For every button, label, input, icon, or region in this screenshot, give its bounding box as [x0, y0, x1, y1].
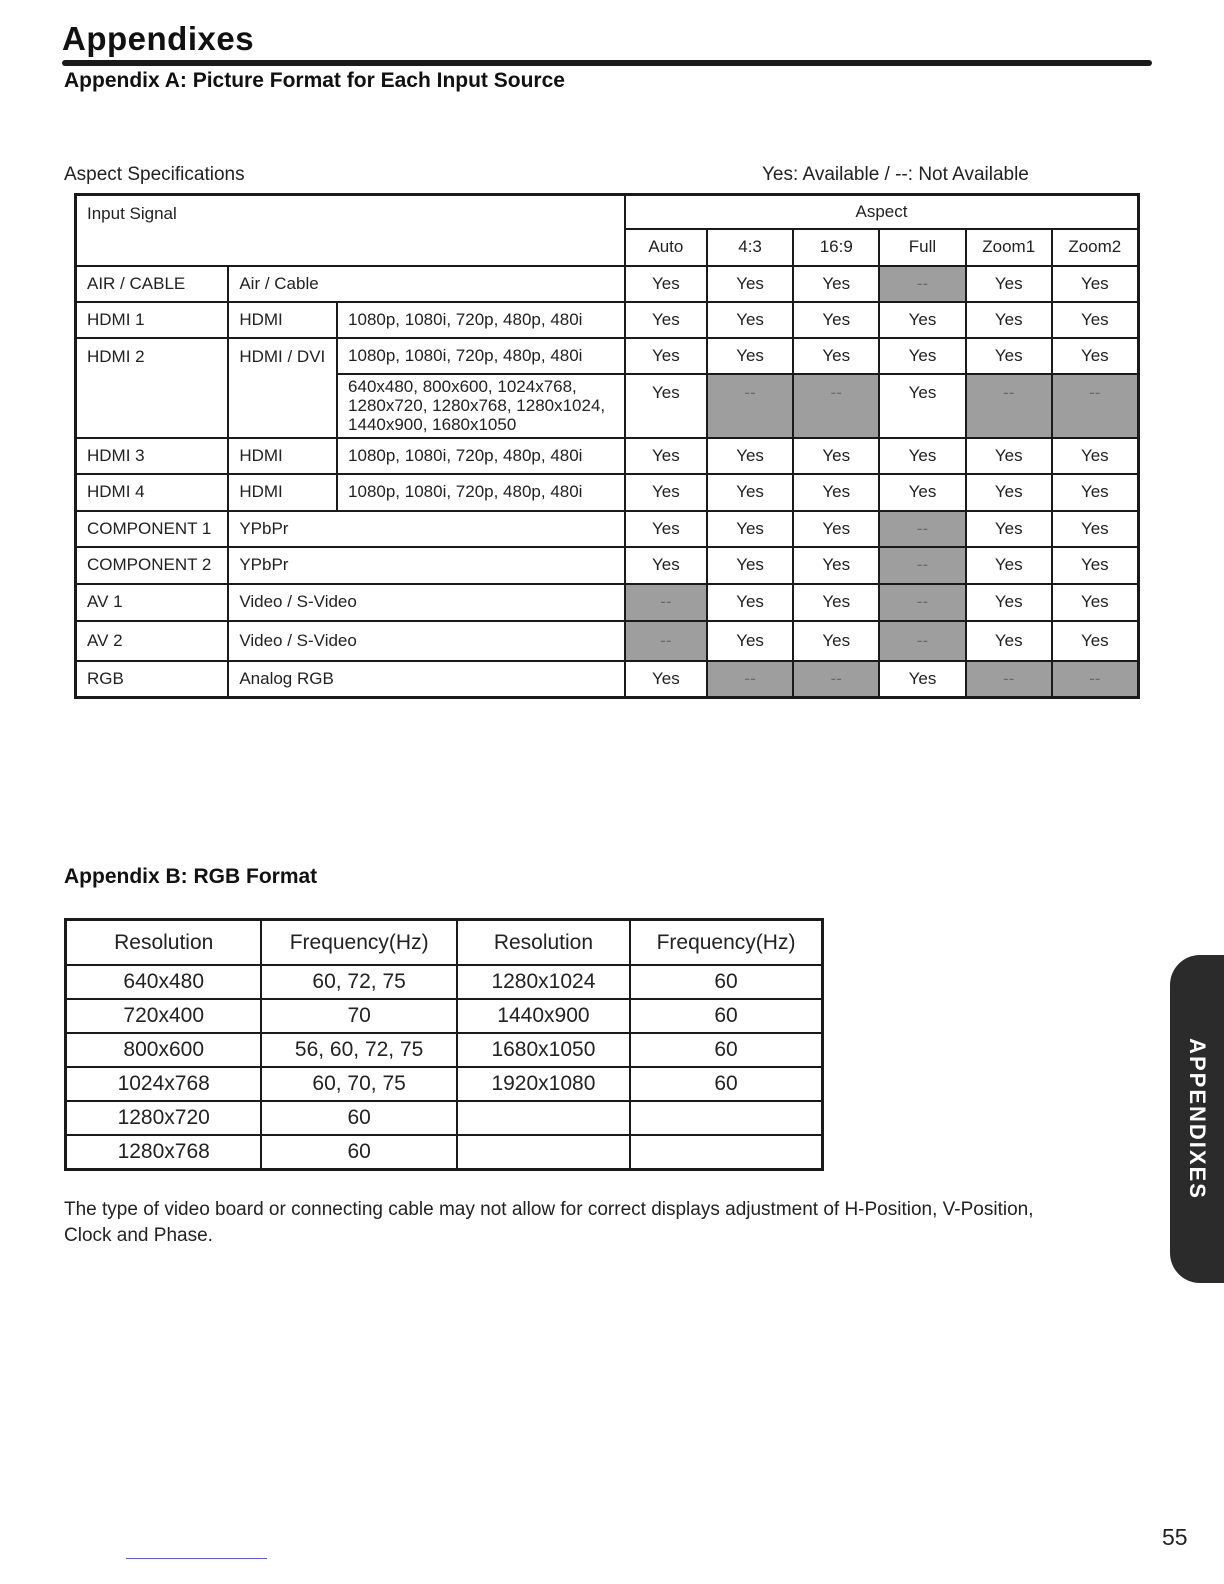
col-header-frequency: Frequency(Hz): [261, 920, 456, 966]
input-name: HDMI 1: [76, 302, 229, 338]
aspect-cell: Yes: [1052, 266, 1139, 302]
aspect-cell: Yes: [1052, 438, 1139, 474]
input-name: RGB: [76, 661, 229, 698]
aspect-cell: Yes: [879, 438, 966, 474]
aspect-cell: Yes: [707, 511, 794, 547]
aspect-cell: Yes: [793, 511, 879, 547]
aspect-cell: --: [879, 511, 966, 547]
signal-type: Video / S-Video: [228, 584, 625, 621]
table-row: [66, 965, 823, 999]
table-cell: 60: [630, 1033, 822, 1067]
aspect-cell: Yes: [793, 438, 879, 474]
table-cell: [457, 1135, 630, 1170]
aspect-cell: Yes: [1052, 511, 1139, 547]
aspect-cell: Yes: [966, 511, 1052, 547]
aspect-cell: Yes: [966, 547, 1052, 584]
input-name: AV 1: [76, 584, 229, 621]
aspect-cell: Yes: [625, 474, 707, 511]
aspect-cell: Yes: [966, 266, 1052, 302]
aspect-cell: Yes: [966, 302, 1052, 338]
signal-type: HDMI: [228, 302, 337, 338]
format-line: 1440x900, 1680x1050: [348, 415, 517, 434]
signal-type: Air / Cable: [228, 266, 625, 302]
page-number: 55: [1162, 1524, 1188, 1550]
signal-type: HDMI: [228, 474, 337, 511]
aspect-cell: --: [1052, 374, 1139, 438]
col-header-4-3: 4:3: [707, 229, 794, 266]
table-cell: 1280x1024: [457, 965, 630, 999]
aspect-cell: Yes: [625, 374, 707, 438]
rgb-header-row: [66, 920, 823, 966]
table-cell: 800x600: [66, 1033, 262, 1067]
aspect-cell: Yes: [625, 266, 707, 302]
table-cell: [630, 1135, 822, 1170]
aspect-cell: Yes: [707, 474, 794, 511]
table-cell: 1440x900: [457, 999, 630, 1033]
table-cell: [630, 1101, 822, 1135]
input-name: HDMI 4: [76, 474, 229, 511]
rgb-note: The type of video board or connecting cable may not allow for correct displays adjustment of H-Position, V-Position, Clock and Phase.: [64, 1199, 1034, 1246]
aspect-cell: Yes: [966, 474, 1052, 511]
aspect-cell: Yes: [1052, 338, 1139, 374]
input-name: COMPONENT 1: [76, 511, 229, 547]
row-rgb: [76, 661, 1139, 698]
table-cell: 720x400: [66, 999, 262, 1033]
table-cell: 60, 70, 75: [261, 1067, 456, 1101]
aspect-cell: Yes: [966, 621, 1052, 661]
aspect-cell: Yes: [793, 338, 879, 374]
aspect-cell: Yes: [879, 661, 966, 698]
row-av2: [76, 621, 1139, 661]
aspect-cell: --: [966, 661, 1052, 698]
aspect-header: Aspect: [625, 195, 1139, 229]
signal-format: 1080p, 1080i, 720p, 480p, 480i: [337, 474, 625, 511]
aspect-table: [74, 193, 1140, 699]
col-header-frequency-2: Frequency(Hz): [630, 920, 822, 966]
signal-format: 1080p, 1080i, 720p, 480p, 480i: [337, 302, 625, 338]
signal-format: 1080p, 1080i, 720p, 480p, 480i: [337, 438, 625, 474]
table-row: [66, 999, 823, 1033]
format-line: 1280x720, 1280x768, 1280x1024,: [348, 396, 606, 415]
table-cell: 60: [261, 1101, 456, 1135]
aspect-cell: --: [793, 661, 879, 698]
aspect-cell: Yes: [707, 438, 794, 474]
aspect-cell: Yes: [966, 338, 1052, 374]
appendix-b-heading: Appendix B: RGB Format: [64, 865, 318, 888]
aspect-cell: Yes: [707, 302, 794, 338]
aspect-cell: Yes: [793, 584, 879, 621]
table-cell: 1920x1080: [457, 1067, 630, 1101]
aspect-cell: Yes: [707, 621, 794, 661]
input-signal-header: Input Signal: [76, 195, 625, 266]
table-cell: 1024x768: [66, 1067, 262, 1101]
availability-legend: Yes: Available / --: Not Available: [762, 164, 1029, 185]
input-name: COMPONENT 2: [76, 547, 229, 584]
aspect-cell: Yes: [793, 621, 879, 661]
aspect-cell: Yes: [966, 584, 1052, 621]
col-header-16-9: 16:9: [793, 229, 879, 266]
aspect-cell: Yes: [966, 438, 1052, 474]
signal-type: HDMI: [228, 438, 337, 474]
footer-rule: [126, 1558, 267, 1559]
aspect-cell: Yes: [625, 511, 707, 547]
aspect-cell: Yes: [879, 338, 966, 374]
aspect-cell: Yes: [1052, 302, 1139, 338]
signal-type: Video / S-Video: [228, 621, 625, 661]
aspect-cell: --: [707, 661, 794, 698]
col-header-zoom2: Zoom2: [1052, 229, 1139, 266]
input-name: HDMI 3: [76, 438, 229, 474]
table-cell: 60: [261, 1135, 456, 1170]
table-row: [66, 1033, 823, 1067]
aspect-cell: Yes: [793, 474, 879, 511]
aspect-cell: Yes: [1052, 474, 1139, 511]
table-row: [66, 1135, 823, 1170]
aspect-cell: Yes: [625, 661, 707, 698]
aspect-cell: Yes: [879, 302, 966, 338]
aspect-cell: --: [625, 621, 707, 661]
row-component1: [76, 511, 1139, 547]
aspect-cell: Yes: [625, 547, 707, 584]
table-cell: [457, 1101, 630, 1135]
aspect-cell: Yes: [625, 338, 707, 374]
col-header-auto: Auto: [625, 229, 707, 266]
aspect-cell: Yes: [707, 547, 794, 584]
aspect-cell: Yes: [625, 302, 707, 338]
table-cell: 70: [261, 999, 456, 1033]
aspect-cell: --: [879, 621, 966, 661]
aspect-cell: Yes: [793, 302, 879, 338]
row-av1: [76, 584, 1139, 621]
col-header-full: Full: [879, 229, 966, 266]
aspect-cell: Yes: [1052, 584, 1139, 621]
row-component2: [76, 547, 1139, 584]
table-row: [66, 1101, 823, 1135]
aspect-cell: Yes: [879, 474, 966, 511]
col-header-resolution: Resolution: [66, 920, 262, 966]
col-header-zoom1: Zoom1: [966, 229, 1052, 266]
aspect-cell: --: [625, 584, 707, 621]
rgb-format-table: [64, 918, 824, 1171]
aspect-cell: --: [707, 374, 794, 438]
aspect-cell: --: [879, 584, 966, 621]
table-cell: 60, 72, 75: [261, 965, 456, 999]
table-cell: 56, 60, 72, 75: [261, 1033, 456, 1067]
aspect-cell: Yes: [793, 547, 879, 584]
row-hdmi4: [76, 474, 1139, 511]
aspect-cell: Yes: [707, 266, 794, 302]
row-hdmi3: [76, 438, 1139, 474]
aspect-cell: --: [879, 266, 966, 302]
signal-format: 1080p, 1080i, 720p, 480p, 480i: [337, 338, 625, 374]
input-name: AV 2: [76, 621, 229, 661]
aspect-cell: Yes: [1052, 547, 1139, 584]
signal-format-pc: [337, 374, 625, 438]
aspect-cell: --: [879, 547, 966, 584]
table-row: [66, 1067, 823, 1101]
signal-type: HDMI / DVI: [228, 338, 337, 438]
table-cell: 60: [630, 999, 822, 1033]
aspect-cell: Yes: [793, 266, 879, 302]
table-cell: 60: [630, 965, 822, 999]
signal-type: Analog RGB: [228, 661, 625, 698]
col-header-resolution-2: Resolution: [457, 920, 630, 966]
aspect-cell: Yes: [879, 374, 966, 438]
row-air-cable: [76, 266, 1139, 302]
aspect-cell: Yes: [625, 438, 707, 474]
row-hdmi1: [76, 302, 1139, 338]
side-tab-label: APPENDIXES: [1185, 1038, 1210, 1200]
input-name: AIR / CABLE: [76, 266, 229, 302]
aspect-cell: --: [793, 374, 879, 438]
aspect-cell: Yes: [707, 338, 794, 374]
table-cell: 1680x1050: [457, 1033, 630, 1067]
table-cell: 640x480: [66, 965, 262, 999]
table-cell: 60: [630, 1067, 822, 1101]
aspect-cell: --: [966, 374, 1052, 438]
table-cell: 1280x720: [66, 1101, 262, 1135]
table-cell: 1280x768: [66, 1135, 262, 1170]
page-title: Appendixes: [62, 20, 255, 57]
format-line: 640x480, 800x600, 1024x768,: [348, 377, 577, 396]
section-side-tab: [1170, 955, 1224, 1283]
input-name: HDMI 2: [76, 338, 229, 438]
signal-type: YPbPr: [228, 547, 625, 584]
aspect-cell: --: [1052, 661, 1139, 698]
row-hdmi2: [76, 338, 1139, 374]
title-rule: [62, 60, 1152, 66]
aspect-cell: Yes: [707, 584, 794, 621]
signal-type: YPbPr: [228, 511, 625, 547]
appendix-a-heading: Appendix A: Picture Format for Each Input Source: [64, 69, 565, 92]
aspect-cell: Yes: [1052, 621, 1139, 661]
aspect-specifications-caption: Aspect Specifications: [64, 164, 245, 185]
